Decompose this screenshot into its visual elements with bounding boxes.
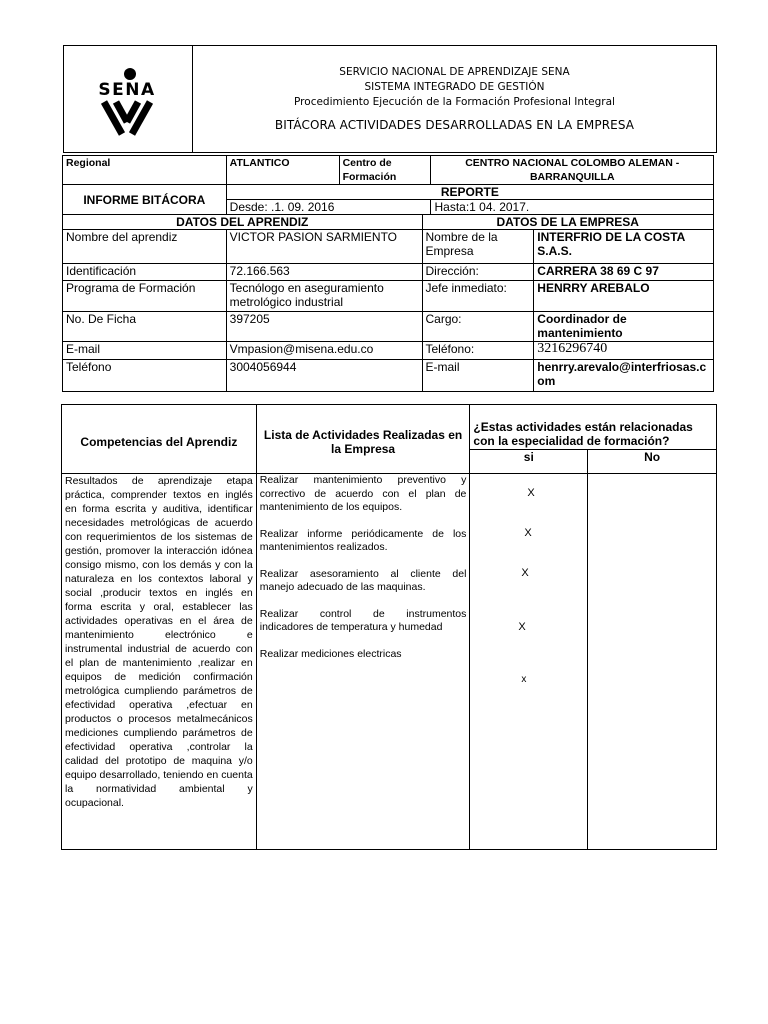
row-label: Teléfono	[63, 360, 227, 392]
relacion-header: ¿Estas actividades están relacionadas con la especialidad de formación?	[470, 405, 717, 450]
activities-list	[256, 474, 470, 850]
row-label: Nombre del aprendiz	[63, 230, 227, 264]
row-value: INTERFRIO DE LA COSTA S.A.S.	[534, 230, 714, 264]
informe-label: INFORME BITÁCORA	[63, 185, 227, 215]
competencias-header: Competencias del Aprendiz	[62, 405, 257, 474]
row-label: No. De Ficha	[63, 312, 227, 342]
si-header: si	[470, 450, 588, 474]
row-label: Nombre de la Empresa	[422, 230, 534, 264]
centro-value: CENTRO NACIONAL COLOMBO ALEMAN -BARRANQUILLA	[431, 156, 714, 185]
lista-header: Lista de Actividades Realizadas en la Empresa	[256, 405, 470, 474]
row-value: Coordinador de mantenimiento	[534, 312, 714, 342]
logo-cell	[64, 46, 193, 152]
activities-table	[61, 404, 717, 850]
hasta-value: Hasta:1 04. 2017.	[431, 200, 714, 215]
org-name: SERVICIO NACIONAL DE APRENDIZAJE SENA	[339, 66, 570, 78]
competencias-text: Resultados de aprendizaje etapa práctica, comprender textos en inglés en forma escrita y auditiva, identificar necesidades metrológicas de acuerdo con requerimientos de los sistemas de gestión, promover la interacción idónea consigo mismo, con los demás y con la naturaleza en los contextos laboral y social ,producir textos en inglés en forma escrita y oral, establecer las actividades operativas en el área de mantenimiento electrónico e instrumental industrial de acuerdo con el plan de mantenimiento ,realizar en equipos de medición confirmación metrológica cumpliendo parámetros de efectividad operativa ,efectuar en productos o procesos metalmecánicos mediciones cumpliendo parámetros de efectividad operativa ,controlar la calidad del prototipo de maquina y/o equipo desarrollado, teniendo en cuenta la normatividad ambiental y ocupacional.	[62, 474, 257, 850]
system-name: SISTEMA INTEGRADO DE GESTIÓN	[364, 81, 545, 93]
row-value: VICTOR PASION SARMIENTO	[226, 230, 422, 264]
check-mark: X	[521, 567, 529, 579]
list-item: Realizar asesoramiento al cliente del manejo adecuado de las maquinas.	[259, 567, 467, 593]
aprendiz-header: DATOS DEL APRENDIZ	[63, 215, 423, 230]
row-label: E-mail	[63, 342, 227, 360]
list-item: Realizar informe periódicamente de los mantenimientos realizados.	[259, 527, 467, 553]
centro-label: Centro de Formación	[339, 156, 431, 185]
list-item: Realizar mantenimiento preventivo y correctivo de acuerdo con el plan de mantenimiento de los equipos.	[259, 474, 467, 513]
row-value: 72.166.563	[226, 264, 422, 281]
header-text	[193, 46, 716, 152]
row-label: Identificación	[63, 264, 227, 281]
svg-text:SENA: SENA	[98, 80, 156, 100]
row-value: HENRRY AREBALO	[534, 281, 714, 312]
no-header: No	[588, 450, 717, 474]
check-mark: X	[518, 621, 526, 633]
no-cell	[588, 474, 717, 850]
list-item: Realizar mediciones electricas	[259, 647, 402, 660]
check-mark: X	[527, 487, 535, 499]
row-label: Jefe inmediato:	[422, 281, 534, 312]
row-label: E-mail	[422, 360, 534, 392]
check-mark: X	[524, 527, 532, 539]
regional-value: ATLANTICO	[226, 156, 339, 185]
row-label: Teléfono:	[422, 342, 534, 360]
document-header	[63, 45, 717, 153]
desde-value: Desde: .1. 09. 2016	[226, 200, 431, 215]
regional-label: Regional	[63, 156, 227, 185]
row-value: Vmpasion@misena.edu.co	[226, 342, 422, 360]
row-value: 397205	[226, 312, 422, 342]
document-title: BITÁCORA ACTIVIDADES DESARROLLADAS EN LA EMPRESA	[274, 118, 635, 132]
row-value: CARRERA 38 69 C 97	[534, 264, 714, 281]
row-value: henrry.arevalo@interfriosas.com	[534, 360, 714, 392]
row-value: Tecnólogo en aseguramiento metrológico industrial	[226, 281, 422, 312]
empresa-header: DATOS DE LA EMPRESA	[422, 215, 714, 230]
row-value: 3216296740	[534, 342, 714, 360]
reporte-label: REPORTE	[226, 185, 713, 200]
si-cell	[470, 474, 588, 850]
info-table	[62, 155, 714, 392]
row-label: Cargo:	[422, 312, 534, 342]
row-label: Programa de Formación	[63, 281, 227, 312]
list-item: Realizar control de instrumentos indicadores de temperatura y humedad	[259, 607, 467, 633]
row-label: Dirección:	[422, 264, 534, 281]
check-mark: x	[521, 674, 527, 685]
row-value: 3004056944	[226, 360, 422, 392]
sena-logo	[64, 46, 192, 152]
procedure-name: Procedimiento Ejecución de la Formación Profesional Integral	[294, 96, 615, 108]
